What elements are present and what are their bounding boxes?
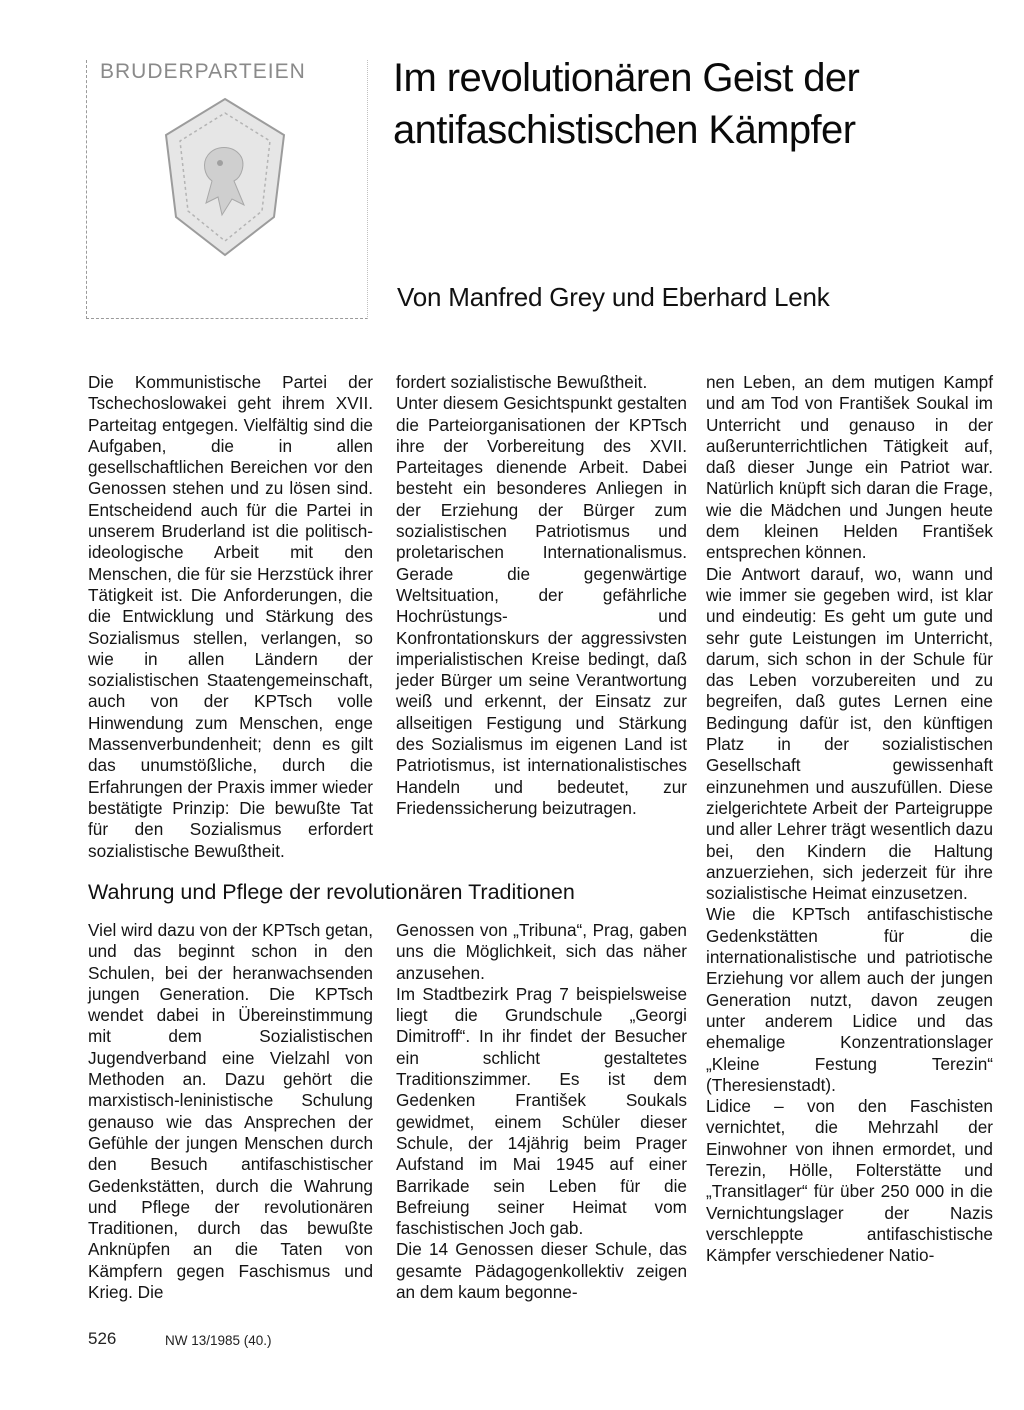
section-paragraph-2: Genossen von „Tribuna“, Prag, gaben uns die Möglichkeit, sich das näher anzusehen.	[396, 920, 687, 983]
section-paragraph-3: Im Stadtbezirk Prag 7 beispielsweise liegt die Grundschule „Georgi Dimitroff“. In ihr findet der Besucher ein schlicht gestaltetes Traditionszimmer. Es ist dem Gedenken František Soukals gewidmet, einem Schüler dieser Schule, der 14jährig beim Prager Aufstand im Mai 1945 auf einer Barrikade sein Leben für die Befreiung seiner Heimat vom faschistischen Joch gab.	[396, 983, 687, 1239]
section-paragraph-1: Viel wird dazu von der KPTsch getan, und das beginnt schon in den Schulen, bei der heranwachsenden jungen Generation. Die KPTsch wendet dabei in Übereinstimmung mit dem Sozialistischen Jugendverband eine Vielzahl von Methoden an. Dazu gehört die marxistisch-leninistische Schulung genauso wie das Ansprechen der Gefühle der jungen Menschen durch den Besuch antifaschistischer Gedenkstätten, durch die Wahrung und Pflege der revolutionären Traditionen, durch das bewußte Anknüpfen an die Taten von Kämpfern gegen Faschismus und Krieg. Die	[88, 920, 373, 1303]
right-paragraph-4: Lidice – von den Faschisten vernichtet, die Mehrzahl der Einwohner von ihnen ermordet, und Terezin, Hölle, Folterstätte und „Transitlager“ für über 250 000 in die Vernichtungslager der Nazis verschleppte antifaschistische Kämpfer verschiedener Natio-	[706, 1096, 993, 1266]
section-paragraph-4: Die 14 Genossen dieser Schule, das gesamte Pädagogenkollektiv zeigen an dem kaum begonne-	[396, 1239, 687, 1303]
title-line-1: Im revolutionären Geist der	[393, 56, 860, 100]
section-column-2	[396, 920, 687, 1303]
byline: Von Manfred Grey und Eberhard Lenk	[397, 282, 830, 312]
intro-paragraph: Die Kommunistische Partei der Tschechoslowakei geht ihrem XVII. Parteitag entgegen. Vielfältig sind die Aufgaben, die in allen gesellschaftlichen Bereichen vor den Genossen stehen und zu lösen sind. Entscheidend auch für die Partei in unserem Bruderland ist die politisch-ideologische Arbeit mit den Menschen, die für sie Herzstück ihrer Tätigkeit ist. Die Anforderungen, die die Entwicklung und Stärkung des Sozialismus stellen, verlangen, so wie in allen Ländern der sozialistischen Staatengemeinschaft, auch von der KPTsch volle Hinwendung zum Menschen, enge Massenverbundenheit; denn es gilt das unumstößliche, durch die Erfahrungen der Praxis immer wieder bestätigte Prinzip: Die bewußte Tat für den Sozialismus erfordert sozialistische Bewußtheit.	[88, 372, 373, 861]
intro-column-1	[88, 372, 373, 862]
title-line-2: antifaschistischen Kämpfer	[393, 108, 856, 152]
ksc-emblem-icon	[160, 95, 290, 260]
section-heading: Wahrung und Pflege der revolutionären Traditionen	[88, 880, 575, 904]
right-paragraph-2: Die Antwort darauf, wo, wann und wie immer sie gegeben wird, ist klar und eindeutig: Es geht um gute und sehr gute Leistungen im Unterricht, darum, sich schon in der Schule für das Leben vorzubereiten und zu begreifen, daß gutes Lernen eine Bedingung dafür ist, den künftigen Platz in der sozialistischen Gesellschaft gewissenhaft einzunehmen und auszufüllen. Diese zielgerichtete Arbeit der Parteigruppe und aller Lehrer trägt wesentlich dazu bei, den Kindern die Haltung anzuerziehen, sich jederzeit für ihre sozialistische Heimat einzusetzen.	[706, 563, 993, 904]
right-paragraph-3: Wie die KPTsch antifaschistische Gedenkstätten für die internationalistische und patriotische Erziehung vor allem auch der jungen Generation nutzt, davon zeugen unter anderem Lidice und das ehemalige Konzentrationslager „Kleine Festung Terezin“ (Theresienstadt).	[706, 904, 993, 1095]
issue-info: NW 13/1985 (40.)	[165, 1333, 272, 1348]
section-column-1	[88, 920, 373, 1303]
article-title	[393, 52, 859, 156]
section-label: BRUDERPARTEIEN	[100, 60, 306, 83]
right-paragraph-1: nen Leben, an dem mutigen Kampf und am Tod von František Soukal im Unterricht und genauso in der außerunterrichtlichen Tätigkeit auf, daß dieser Junge ein Patriot war. Natürlich knüpft sich daran die Frage, wie die Mädchen und Jungen heute dem kleinen Helden František entsprechen können.	[706, 372, 993, 563]
right-column	[706, 372, 993, 1266]
page-number: 526	[88, 1329, 117, 1348]
intro-paragraph-2: Unter diesem Gesichtspunkt gestalten die Parteiorganisationen der KPTsch ihre der Vorbereitung des XVII. Parteitages dienende Arbeit. Dabei besteht ein besonderes Anliegen in der Erziehung der Bürger zum sozialistischen Patriotismus und proletarischen Internationalismus. Gerade die gegenwärtige Weltsituation, der gefährliche Hochrüstungs- und Konfrontationskurs der aggressivsten imperialistischen Kreise bedingt, daß jeder Bürger um seine Verantwortung weiß und erkennt, der Einsatz zur allseitigen Festigung und Stärkung des Sozialismus im eigenen Land ist Patriotismus, ist internationalistisches Handeln und bedeutet, zur Friedenssicherung beizutragen.	[396, 393, 687, 818]
intro-paragraph-continued: fordert sozialistische Bewußtheit.	[396, 372, 648, 392]
intro-column-2	[396, 372, 687, 819]
